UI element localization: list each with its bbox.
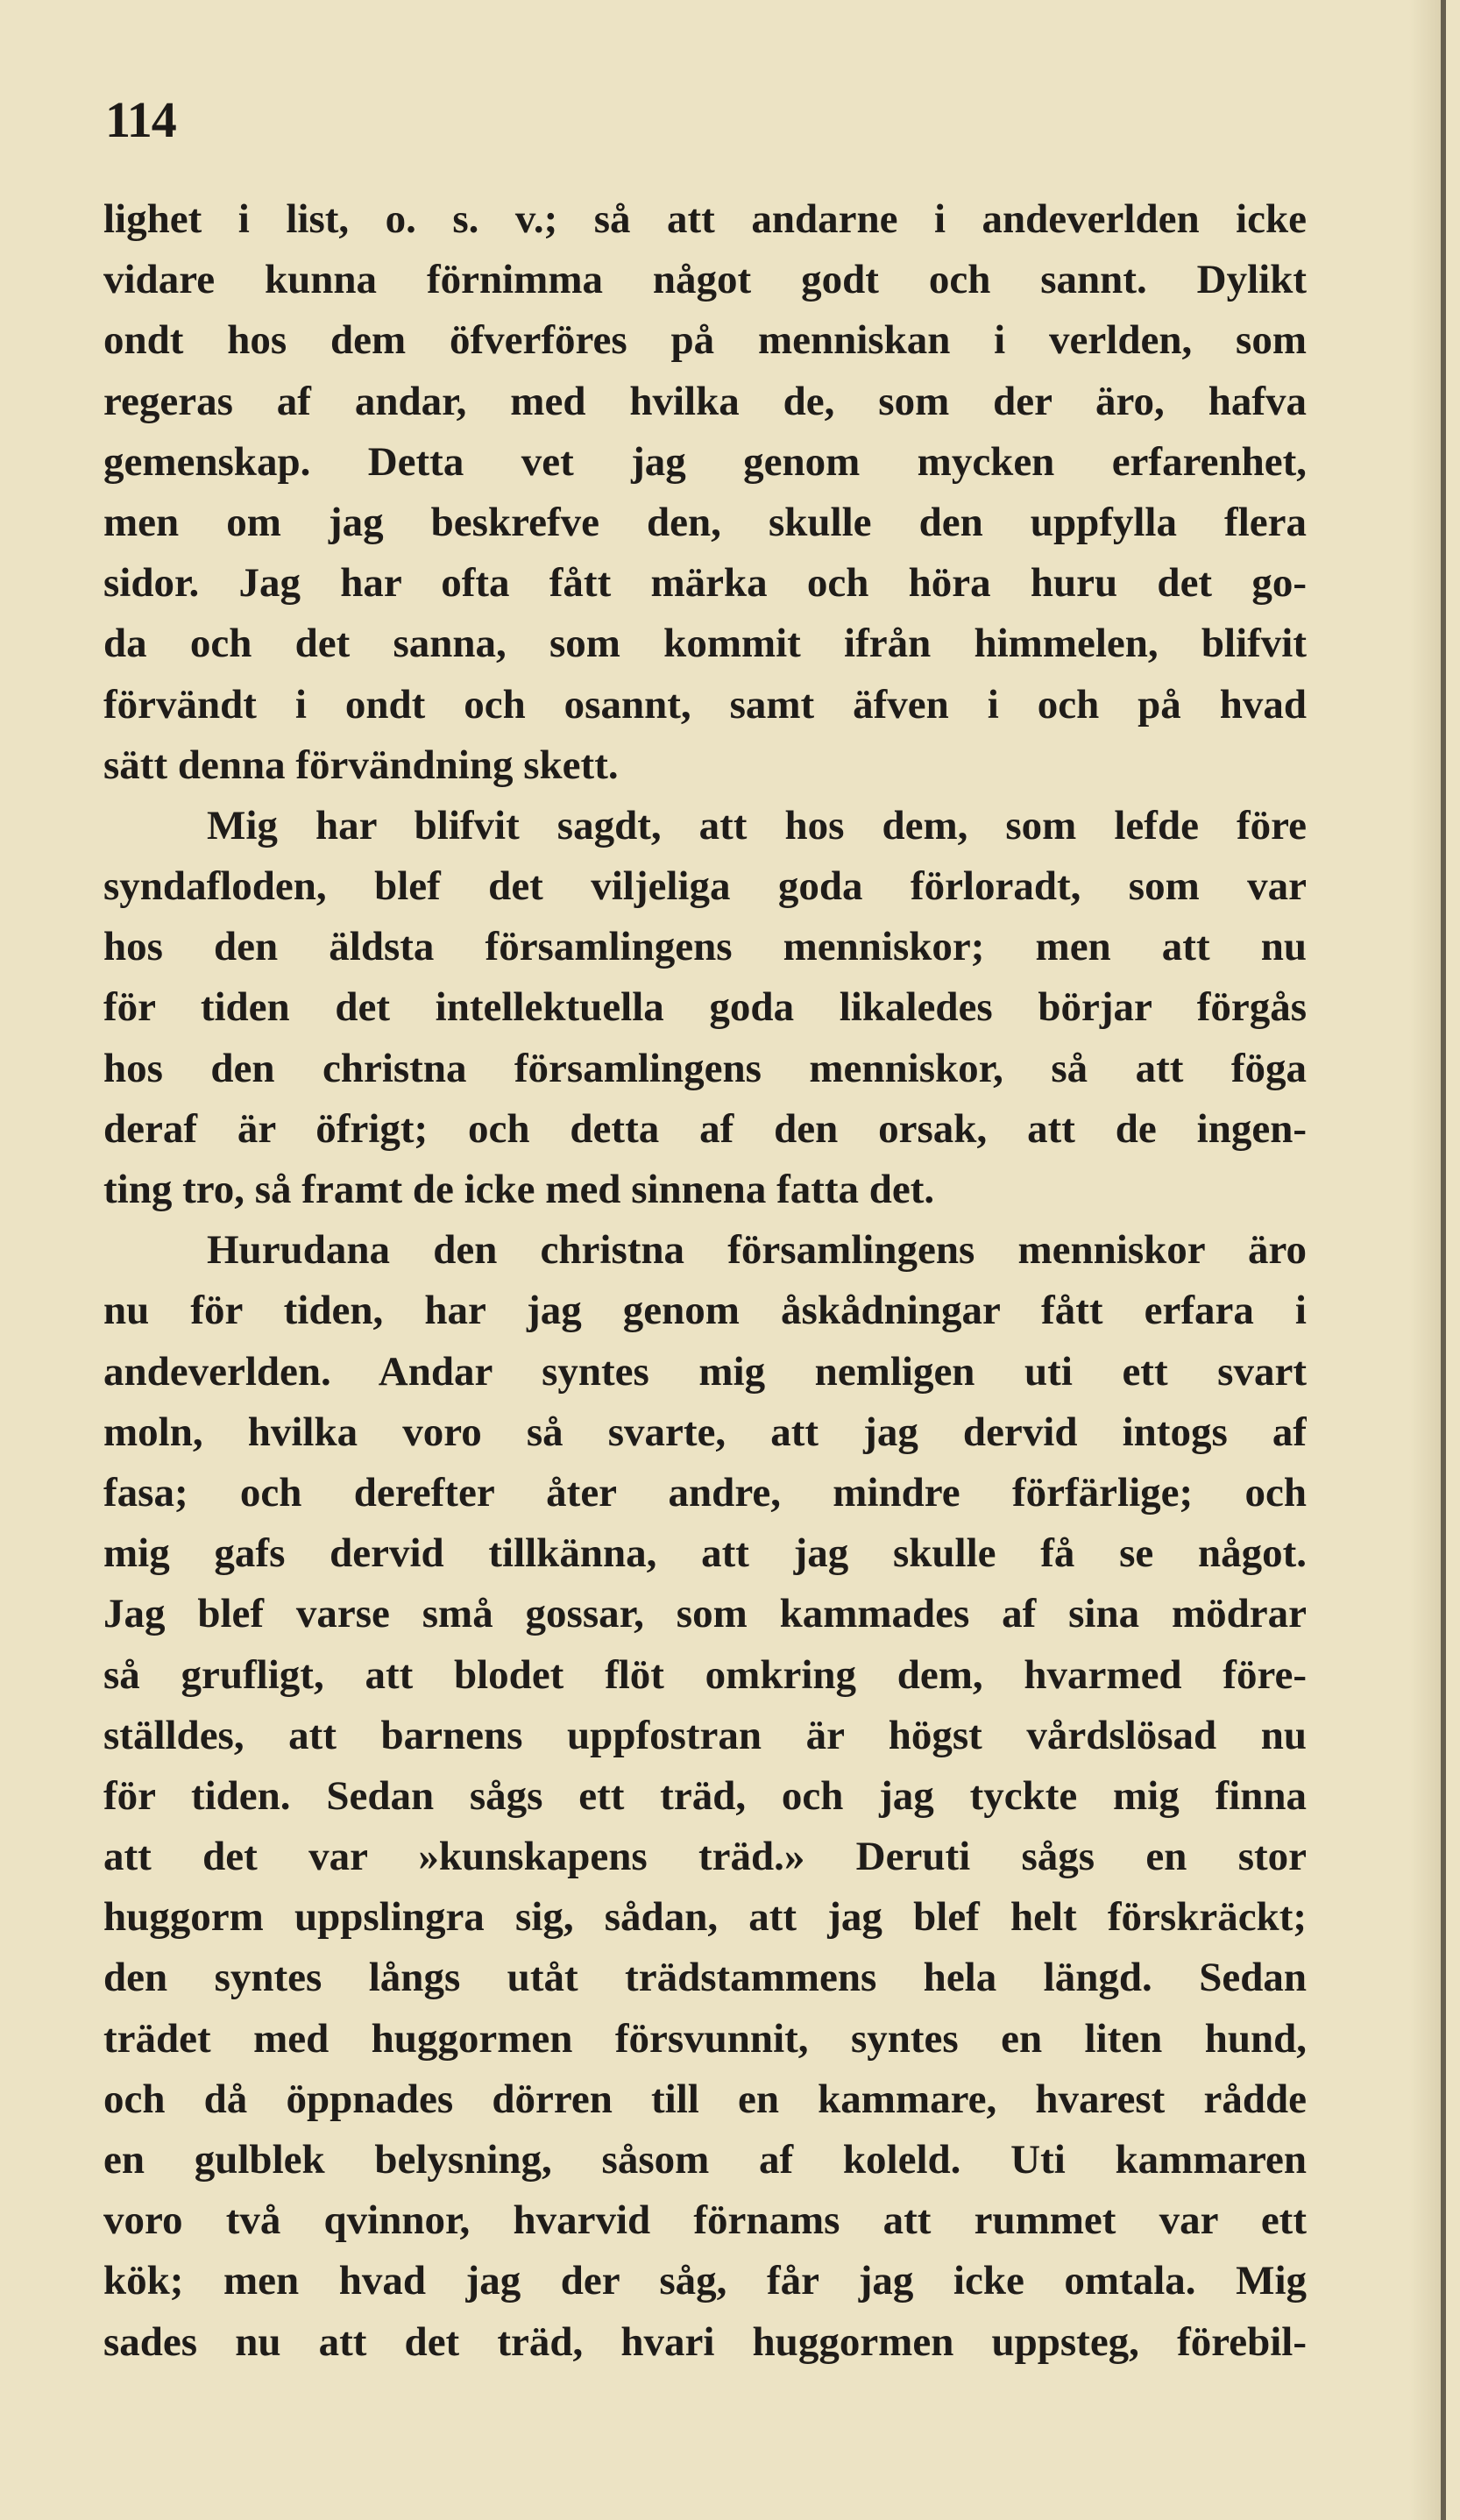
text-line: sidor. Jag har ofta fått märka och höra huru det go- (103, 560, 1307, 607)
text-line: den syntes långs utåt trädstammens hela längd. Sedan (103, 1955, 1307, 2001)
text-line: nu för tiden, har jag genom åskådningar fått erfara i (103, 1288, 1307, 1334)
text-line: ställdes, att barnens uppfostran är högst vårdslösad nu (103, 1712, 1307, 1758)
page-edge-line (1441, 0, 1446, 2520)
text-line: så grufligt, att blodet flöt omkring dem, hvarmed före- (103, 1651, 1307, 1698)
text-line: gemenskap. Detta vet jag genom mycken erfarenhet, (103, 438, 1307, 485)
text-line: huggorm uppslingra sig, sådan, att jag blef helt förskräckt; (103, 1894, 1307, 1941)
page-number: 114 (105, 91, 176, 148)
text-line: andeverlden. Andar syntes mig nemligen uti ett svart (103, 1348, 1307, 1395)
text-line: ting tro, så framt de icke med sinnena fatta det. (103, 1167, 935, 1212)
text-line: moln, hvilka voro så svarte, att jag dervid intogs af (103, 1409, 1307, 1455)
text-line: deraf är öfrigt; och detta af den orsak, att de ingen- (103, 1105, 1307, 1152)
text-line: lighet i list, o. s. v.; så att andarne i andeverlden icke (103, 196, 1307, 242)
text-line: hos den äldsta församlingens menniskor; men att nu (103, 924, 1307, 970)
text-line: ondt hos dem öfverföres på menniskan i verlden, som (103, 317, 1307, 364)
text-line: hos den christna församlingens menniskor, så att föga (103, 1045, 1307, 1091)
text-line: att det var »kunskapens träd.» Deruti sågs en stor (103, 1834, 1307, 1880)
text-line: Hurudana den christna församlingens menniskor äro (207, 1227, 1307, 1274)
text-line: sades nu att det träd, hvari huggormen uppsteg, förebil- (103, 2318, 1307, 2365)
text-line: en gulblek belysning, såsom af koleld. Uti kammaren (103, 2137, 1307, 2183)
text-line: trädet med huggormen försvunnit, syntes en liten hund, (103, 2015, 1307, 2062)
text-line: men om jag beskrefve den, skulle den uppfylla flera (103, 499, 1307, 545)
text-line: Jag blef varse små gossar, som kammades af sina mödrar (103, 1591, 1307, 1637)
text-line: vidare kunna förnimma något godt och sannt. Dylikt (103, 257, 1307, 303)
text-line: mig gafs dervid tillkänna, att jag skulle få se något. (103, 1530, 1307, 1577)
text-line: regeras af andar, med hvilka de, som der äro, hafva (103, 378, 1307, 424)
text-line: sätt denna förvändning skett. (103, 742, 619, 788)
text-line: syndafloden, blef det viljeliga goda förloradt, som var (103, 863, 1307, 910)
text-line: förvändt i ondt och osannt, samt äfven i och på hvad (103, 681, 1307, 728)
text-line: fasa; och derefter åter andre, mindre förfärlige; och (103, 1469, 1307, 1516)
body-text (103, 189, 1307, 2373)
text-line: för tiden det intellektuella goda likaledes börjar förgås (103, 984, 1307, 1031)
text-line: voro två qvinnor, hvarvid förnams att rummet var ett (103, 2197, 1307, 2244)
page-edge-shadow (1409, 0, 1441, 2520)
text-line: kök; men hvad jag der såg, får jag icke omtala. Mig (103, 2258, 1307, 2304)
text-line: och då öppnades dörren till en kammare, hvarest rådde (103, 2076, 1307, 2122)
text-line: för tiden. Sedan sågs ett träd, och jag tyckte mig finna (103, 1772, 1307, 1819)
text-line: Mig har blifvit sagdt, att hos dem, som lefde före (207, 802, 1307, 848)
text-line: da och det sanna, som kommit ifrån himmelen, blifvit (103, 621, 1307, 667)
